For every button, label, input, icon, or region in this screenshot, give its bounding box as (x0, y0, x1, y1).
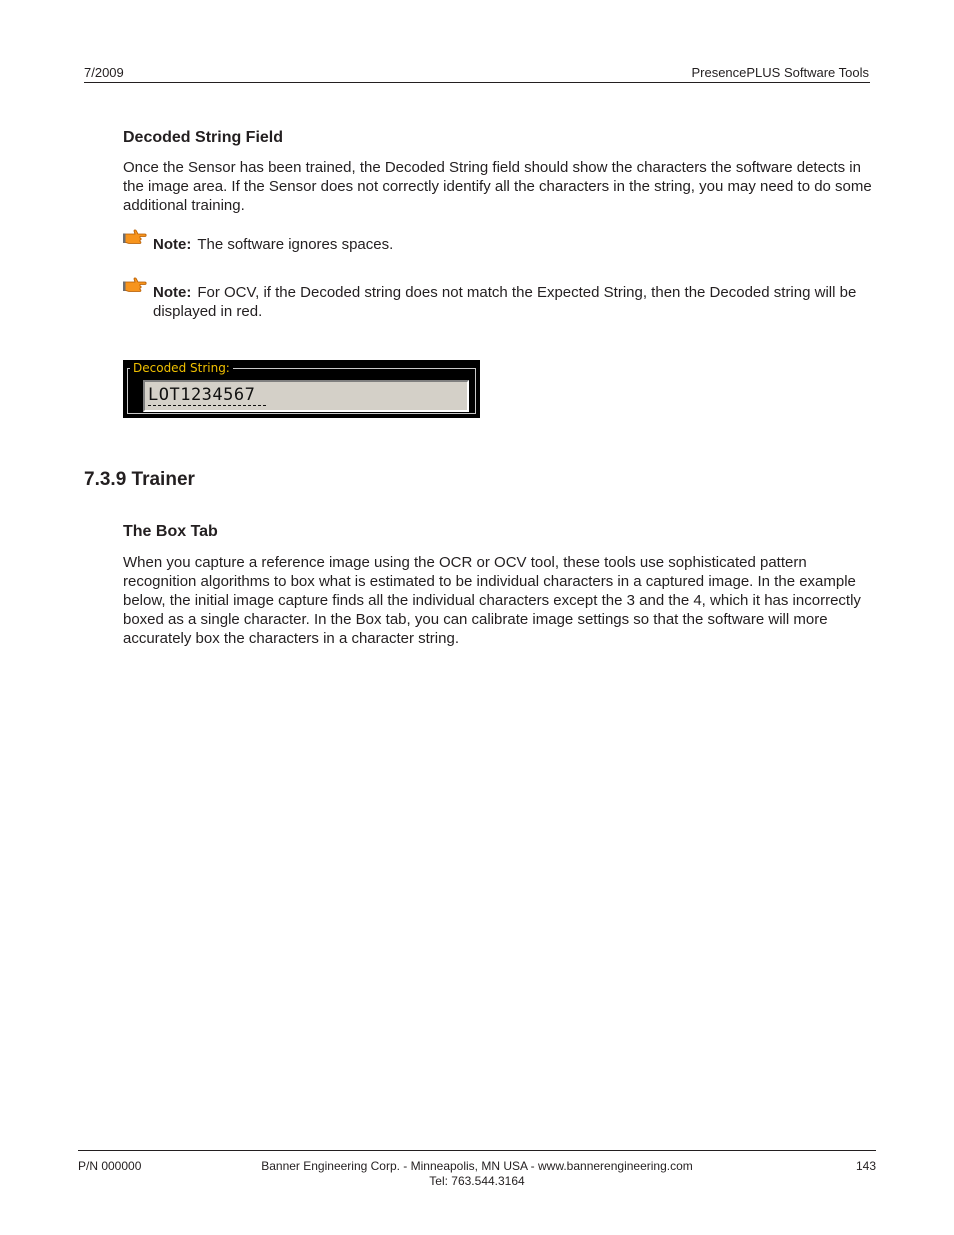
footer-page-number: 143 (855, 1159, 876, 1173)
footer-phone: Tel: 763.544.3164 (429, 1174, 525, 1188)
header-rule (84, 82, 870, 83)
pointing-hand-icon (123, 277, 147, 293)
decoded-string-underline (148, 405, 266, 406)
decoded-string-value: LOT1234567 (148, 385, 256, 405)
note-text: For OCV, if the Decoded string does not match the Expected String, then the Decoded string will be displayed in red. (153, 284, 857, 320)
note-ignores-spaces (123, 235, 873, 254)
decoded-string-widget (123, 360, 480, 418)
footer-company (0, 1159, 954, 1189)
decoded-string-paragraph: Once the Sensor has been trained, the Decoded String field should show the characters the software detects in the image area. If the Sensor does not correctly identify all the characters in the string, you may need to do some additional training. (123, 159, 872, 214)
decoded-string-legend: Decoded String: (130, 361, 233, 375)
decoded-string-heading: Decoded String Field (123, 129, 284, 146)
note-ocv-red (123, 283, 873, 321)
trainer-section-heading: 7.3.9 Trainer (84, 469, 195, 490)
note-label: Note: (153, 236, 192, 253)
pointing-hand-icon (123, 229, 147, 245)
decoded-string-field (143, 380, 469, 412)
note-label: Note: (153, 284, 192, 301)
footer-company-line: Banner Engineering Corp. - Minneapolis, MN USA - www.bannerengineering.com (261, 1159, 693, 1173)
box-tab-paragraph: When you capture a reference image using the OCR or OCV tool, these tools use sophisticated pattern recognition algorithms to box what is estimated to be individual characters in a captured image. In the example below, the initial image capture finds all the individual characters except the 3 and the 4, which it has incorrectly boxed as a single character. In the Box tab, you can calibrate image settings so that the software will more accurately box the characters in a character string. (123, 554, 861, 647)
footer-part-number: P/N 000000 (78, 1159, 142, 1173)
note-text: The software ignores spaces. (197, 236, 394, 253)
box-tab-heading: The Box Tab (123, 523, 218, 540)
header-date: 7/2009 (84, 65, 124, 80)
header-doc-title: PresencePLUS Software Tools (691, 65, 869, 80)
footer-rule (78, 1150, 876, 1151)
